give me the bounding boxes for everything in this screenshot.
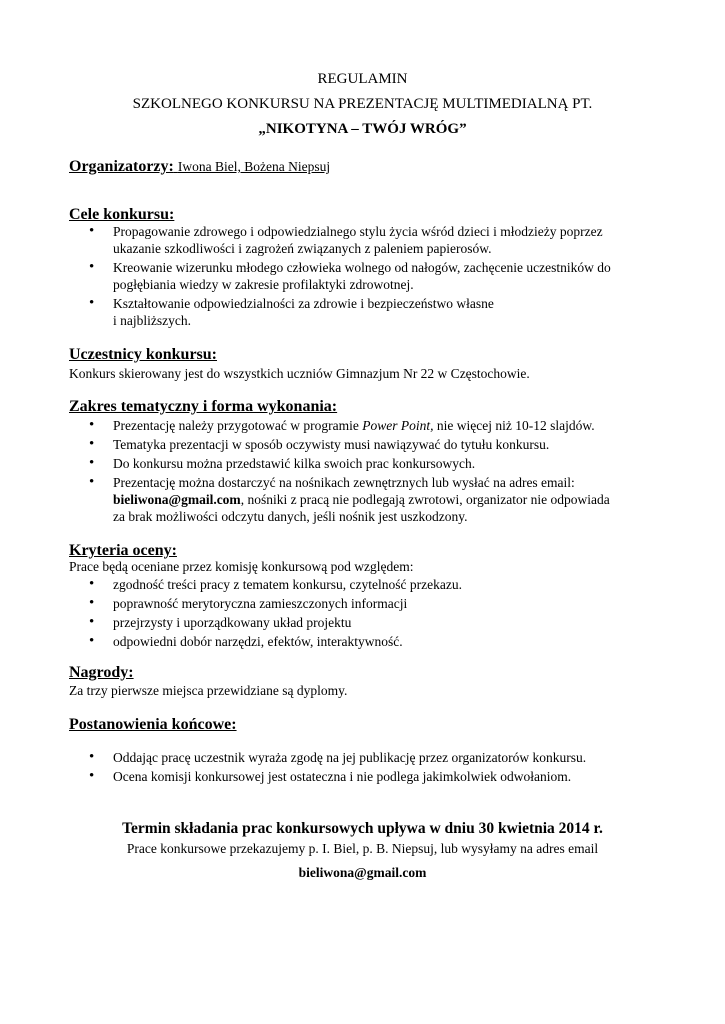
contact-email: bieliwona@gmail.com <box>298 865 427 880</box>
goal-2-line-2: pogłębiania wiedzy w zakresie profilaktyki zdrowotnej. <box>113 277 414 292</box>
doc-title-line-1: REGULAMIN <box>317 71 408 87</box>
goal-1-line-1: Propagowanie zdrowego i odpowiedzialnego stylu życia wśród dzieci i młodzieży poprzez <box>113 224 603 239</box>
final-1-text: Oddając pracę uczestnik wyraża zgodę na jej publikację przez organizatorów konkursu. <box>113 750 587 765</box>
criteria-3-text: przejrzysty i uporządkowany układ projektu <box>113 615 352 630</box>
goals-heading: Cele konkursu: <box>69 206 175 223</box>
list-item <box>0 768 658 785</box>
final-heading: Postanowienia końcowe: <box>69 716 237 733</box>
list-item <box>0 223 658 257</box>
scope-heading: Zakres tematyczny i forma wykonania: <box>69 398 338 415</box>
scope-1-program: Power Point, <box>362 418 434 433</box>
final-list <box>0 749 658 787</box>
scope-1-text-c: nie więcej niż 10-12 slajdów. <box>433 418 595 433</box>
organizers-heading: Organizatorzy: <box>69 158 174 175</box>
list-item <box>0 576 658 593</box>
scope-1-text-a: Prezentację należy przygotować w programie <box>113 418 363 433</box>
scope-list <box>0 417 658 527</box>
participants-text: Konkurs skierowany jest do wszystkich uczniów Gimnazjum Nr 22 w Częstochowie. <box>69 366 530 381</box>
list-item <box>0 455 658 472</box>
list-item <box>0 595 658 612</box>
awards-heading: Nagrody: <box>69 664 134 681</box>
scope-2-text: Tematyka prezentacji w sposób oczywisty musi nawiązywać do tytułu konkursu. <box>113 437 550 452</box>
final-2-text: Ocena komisji konkursowej jest ostateczna i nie podlega jakimkolwiek odwołaniom. <box>113 769 572 784</box>
doc-title-line-3: „NIKOTYNA – TWÓJ WRÓG” <box>258 121 467 137</box>
criteria-heading: Kryteria oceny: <box>69 542 177 559</box>
organizers-value: Iwona Biel, Bożena Niepsuj <box>177 159 331 174</box>
participants-heading: Uczestnicy konkursu: <box>69 346 218 363</box>
scope-4-email: bieliwona@gmail.com <box>113 492 241 507</box>
doc-title-line-2: SZKOLNEGO KONKURSU NA PREZENTACJĘ MULTIMEDIALNĄ PT. <box>132 96 593 112</box>
criteria-4-text: odpowiedni dobór narzędzi, efektów, interaktywność. <box>113 634 403 649</box>
scope-4-line-1: Prezentację można dostarczyć na nośnikach zewnętrznych lub wysłać na adres email: <box>113 475 575 490</box>
criteria-2-text: poprawność merytoryczna zamieszczonych informacji <box>113 596 408 611</box>
list-item <box>0 259 658 293</box>
goal-1-line-2: ukazanie szkodliwości i zagrożeń związanych z paleniem papierosów. <box>113 241 492 256</box>
scope-4-line-2: , nośniki z pracą nie podlegają zwrotowi, organizator nie odpowiada <box>240 492 610 507</box>
goal-3-line-2: i najbliższych. <box>113 313 191 328</box>
goals-list <box>0 223 658 331</box>
criteria-list <box>0 576 658 652</box>
list-item <box>0 614 658 631</box>
list-item <box>0 417 658 434</box>
awards-text: Za trzy pierwsze miejsca przewidziane są dyplomy. <box>69 683 348 698</box>
scope-3-text: Do konkursu można przedstawić kilka swoich prac konkursowych. <box>113 456 476 471</box>
list-item <box>0 436 658 453</box>
criteria-1-text: zgodność treści pracy z tematem konkursu, czytelność przekazu. <box>113 577 462 592</box>
organizers-section <box>69 158 330 176</box>
submission-note: Prace konkursowe przekazujemy p. I. Biel, p. B. Niepsuj, lub wysyłamy na adres email <box>126 841 599 856</box>
list-item <box>0 633 658 650</box>
goal-3-line-1: Kształtowanie odpowiedzialności za zdrowie i bezpieczeństwo własne <box>113 296 494 311</box>
criteria-intro: Prace będą oceniane przez komisję konkursową pod względem: <box>69 559 414 574</box>
list-item <box>0 295 658 329</box>
list-item <box>0 474 658 525</box>
scope-4-line-3: za brak możliwości odczytu danych, jeśli nośnik jest uszkodzony. <box>113 509 468 524</box>
goal-2-line-1: Kreowanie wizerunku młodego człowieka wolnego od nałogów, zachęcenie uczestników do <box>113 260 611 275</box>
deadline-text: Termin składania prac konkursowych upływa w dniu 30 kwietnia 2014 r. <box>122 820 603 837</box>
list-item <box>0 749 658 766</box>
